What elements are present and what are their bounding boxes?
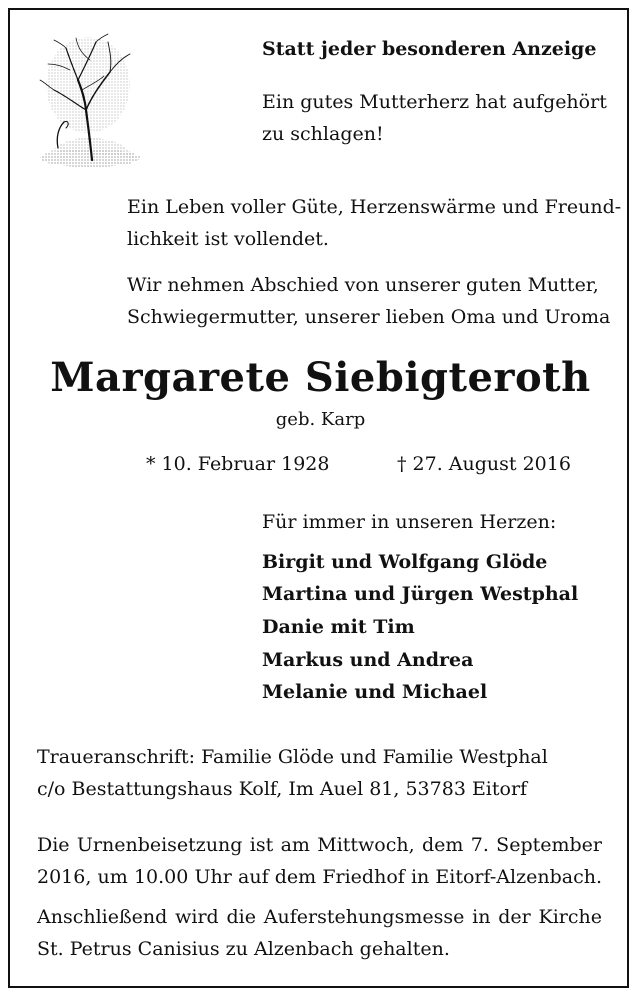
header-title: Statt jeder besonderen Anzeige	[262, 38, 597, 60]
intro-line-4: Schwiegermutter, unserer lieben Oma und Uroma	[127, 306, 611, 328]
mass-line-1: Anschließend wird die Auferstehungsmesse in der Kirche	[37, 906, 602, 928]
mourner-name: Martina und Jürgen Westphal	[262, 583, 579, 605]
quote-line-2: zu schlagen!	[262, 123, 384, 145]
mass-notice	[37, 901, 602, 965]
birth-date: * 10. Februar 1928	[146, 453, 330, 475]
birth-name: geb. Karp	[275, 409, 366, 430]
burial-line-2: 2016, um 10.00 Uhr auf dem Friedhof in Eitorf-Alzenbach.	[37, 866, 602, 888]
mourner-name: Birgit und Wolfgang Glöde	[262, 551, 548, 573]
intro-line-2: lichkeit ist vollendet.	[127, 228, 329, 250]
burial-line-1: Die Urnenbeisetzung ist am Mittwoch, dem 7. September	[37, 834, 602, 856]
intro-line-1: Ein Leben voller Güte, Herzenswärme und Freund-	[127, 196, 622, 218]
mass-line-2: St. Petrus Canisius zu Alzenbach gehalten.	[37, 938, 450, 960]
mourner-name: Danie mit Tim	[262, 616, 415, 638]
tree-illustration	[30, 30, 145, 175]
mourners-heading: Für immer in unseren Herzen:	[262, 511, 557, 533]
quote-line-1: Ein gutes Mutterherz hat aufgehört	[262, 91, 607, 113]
deceased-name: Margarete Siebigteroth	[50, 354, 591, 401]
death-date: † 27. August 2016	[397, 453, 571, 475]
intro-line-3: Wir nehmen Abschied von unserer guten Mutter,	[127, 274, 599, 296]
burial-notice	[37, 829, 602, 893]
mourner-name: Melanie und Michael	[262, 681, 488, 703]
address-line-2: c/o Bestattungshaus Kolf, Im Auel 81, 53783 Eitorf	[37, 778, 528, 800]
mourner-name: Markus und Andrea	[262, 649, 474, 671]
address-line-1: Traueranschrift: Familie Glöde und Familie Westphal	[37, 746, 548, 768]
